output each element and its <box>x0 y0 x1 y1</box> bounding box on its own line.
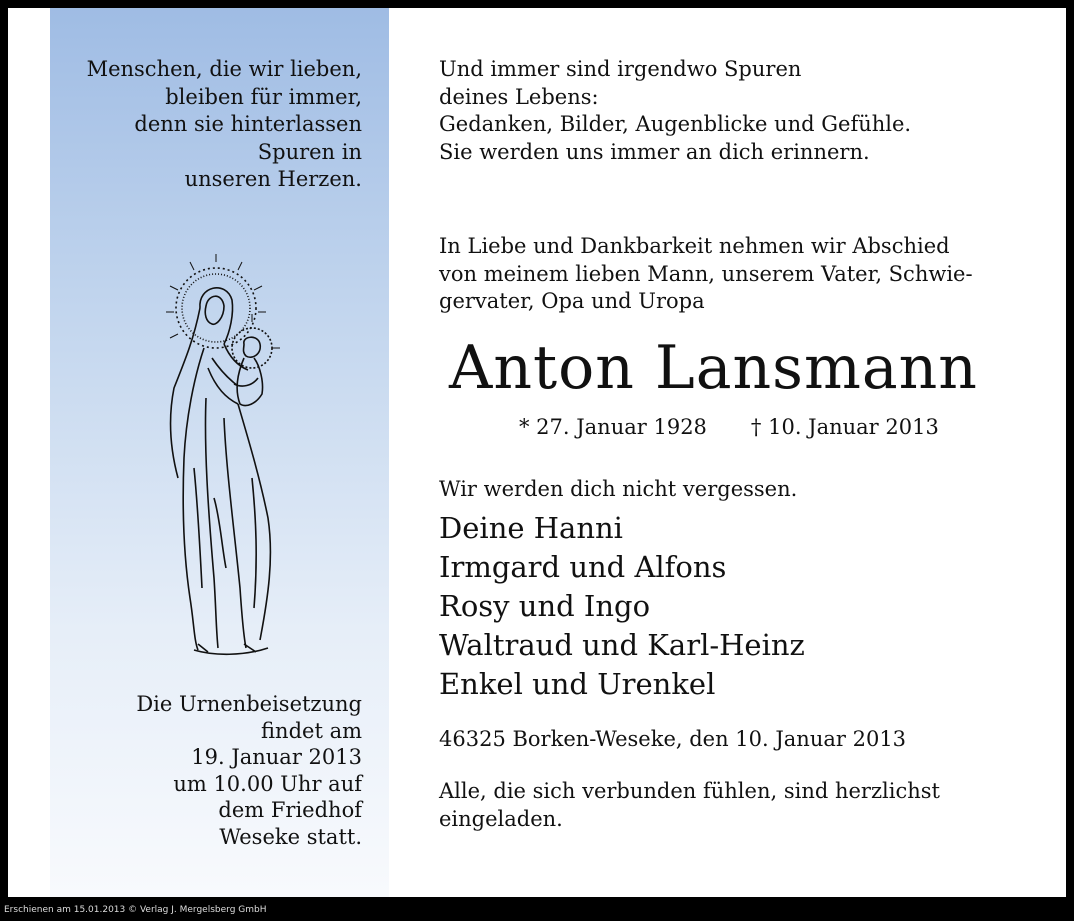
invitation-line: Alle, die sich verbunden fühlen, sind herzlichst <box>439 779 940 803</box>
place-date: 46325 Borken-Weseke, den 10. Januar 2013 <box>439 727 907 751</box>
madonna-with-child-icon <box>164 248 284 658</box>
motto-text <box>87 56 362 194</box>
intro-line: In Liebe und Dankbarkeit nehmen wir Abschied <box>439 234 950 258</box>
burial-line: Weseke statt. <box>219 824 362 849</box>
life-dates <box>519 412 939 442</box>
intro-line: gervater, Opa und Uropa <box>439 289 705 313</box>
publication-footer: Erschienen am 15.01.2013 © Verlag J. Mergelsberg GmbH <box>4 905 267 915</box>
verse-text <box>439 56 911 166</box>
mourners-list <box>439 509 805 704</box>
verse-line: Sie werden uns immer an dich erinnern. <box>439 139 870 164</box>
farewell-intro <box>439 233 973 316</box>
verse-line: Gedanken, Bilder, Augenblicke und Gefühle. <box>439 112 912 136</box>
mourner-entry: Deine Hanni <box>439 511 623 545</box>
verse-line: deines Lebens: <box>439 84 599 109</box>
mourner-entry: Irmgard und Alfons <box>439 550 727 584</box>
intro-line: von meinem lieben Mann, unserem Vater, Schwie- <box>439 261 973 286</box>
remembrance-line: Wir werden dich nicht vergessen. <box>439 477 798 501</box>
burial-info <box>136 691 362 850</box>
deceased-name: Anton Lansmann <box>449 333 978 403</box>
verse-line: Und immer sind irgendwo Spuren <box>439 57 802 81</box>
burial-line: findet am <box>261 718 362 743</box>
motto-line: Spuren in <box>257 139 362 164</box>
burial-line: 19. Januar 2013 <box>191 745 362 769</box>
birth-date: * 27. Januar 1928 <box>519 415 707 439</box>
motto-line: unseren Herzen. <box>184 167 362 191</box>
death-date: † 10. Januar 2013 <box>750 415 939 439</box>
invitation-line: eingeladen. <box>439 806 563 831</box>
mourner-entry: Waltraud und Karl-Heinz <box>439 628 805 662</box>
motto-line: Menschen, die wir lieben, <box>86 57 362 81</box>
motto-line: bleiben für immer, <box>165 84 362 109</box>
burial-line: um 10.00 Uhr auf <box>173 771 362 796</box>
mourner-entry: Rosy und Ingo <box>439 589 651 623</box>
invitation-text <box>439 778 940 833</box>
motto-line: denn sie hinterlassen <box>134 112 362 136</box>
side-panel <box>50 8 389 897</box>
obituary-card <box>8 8 1066 897</box>
mourner-entry: Enkel und Urenkel <box>439 667 716 701</box>
burial-line: dem Friedhof <box>218 798 362 822</box>
burial-line: Die Urnenbeisetzung <box>136 692 362 716</box>
